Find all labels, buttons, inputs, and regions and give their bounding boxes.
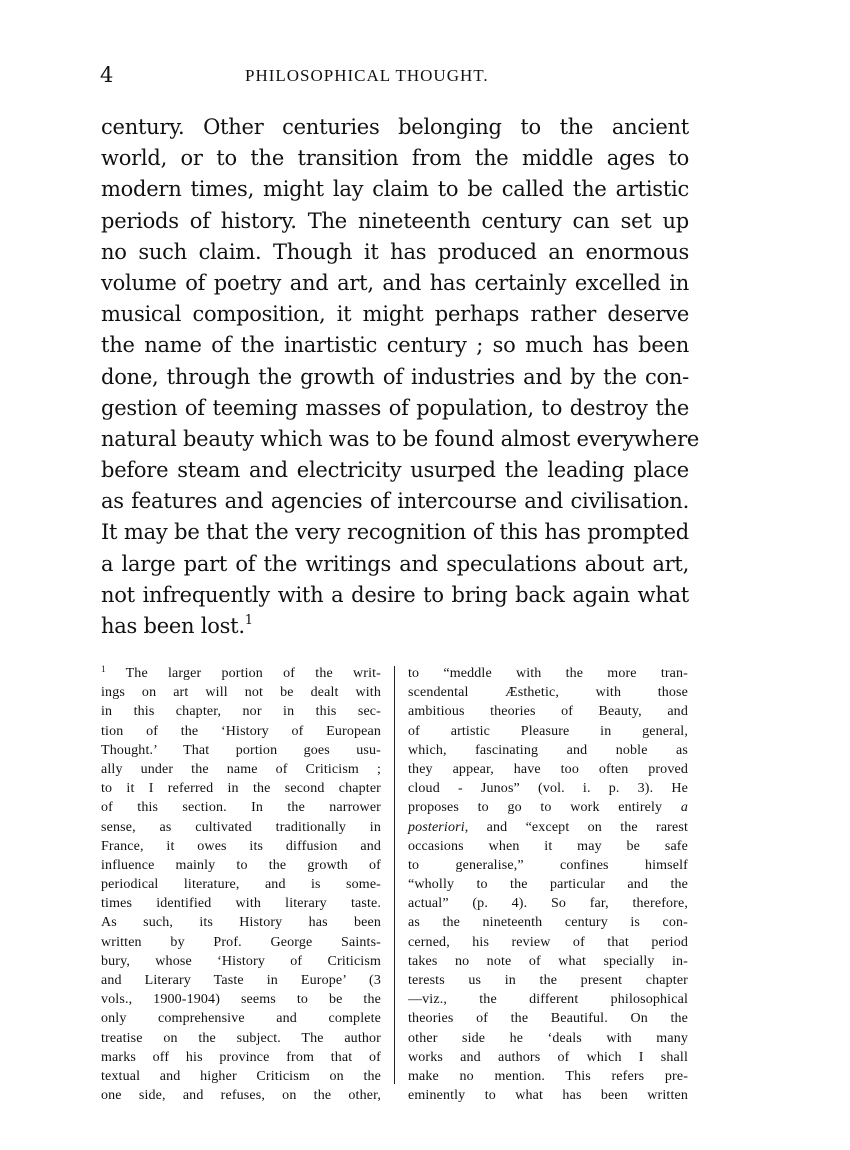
footnote-line: to “meddle with the more tran- [408, 666, 688, 681]
footnote-column-left [101, 664, 381, 1105]
footnote-line-first [101, 664, 381, 683]
footnote-line-text: proposes to go to work entirely [408, 800, 663, 816]
body-line: the name of the inartistic century ; so much has been [101, 333, 689, 358]
body-line: a large part of the writings and speculations about art, [101, 551, 689, 576]
footnote-line: —viz., the different philosophical [408, 992, 688, 1008]
body-line: gestion of teeming masses of population, to destroy the [101, 395, 689, 420]
footnote-line: actual” (p. 4). So far, therefore, [408, 896, 688, 912]
footnote-line: only comprehensive and complete [101, 1011, 381, 1027]
footnote-block [101, 664, 691, 1104]
footnote-line: as the nineteenth century is con- [408, 915, 688, 931]
footnote-line: influence mainly to the growth of [101, 857, 381, 873]
body-line: done, through the growth of industries and by the con- [101, 364, 689, 389]
footnote-line: to generalise,” confines himself [408, 857, 688, 873]
footnote-line: to it I referred in the second chapter [101, 781, 381, 797]
body-line: no such claim. Though it has produced an enormous [101, 239, 689, 264]
footnote-line: works and authors of which I shall [408, 1049, 688, 1065]
footnote-line: treatise on the subject. The author [101, 1030, 381, 1046]
body-line: world, or to the transition from the middle ages to [101, 146, 689, 171]
footnote-column-right [408, 664, 688, 1105]
footnote-line: “wholly to the particular and the [408, 877, 688, 893]
footnote-marker: 1 [101, 664, 106, 674]
running-title: PHILOSOPHICAL THOUGHT. [245, 66, 489, 85]
body-line: It may be that the very recognition of this has prompted [101, 520, 689, 545]
page-number: 4 [100, 63, 114, 87]
body-line: modern times, might lay claim to be called the artistic [101, 177, 689, 202]
footnote-line: eminently to what has been written [408, 1088, 688, 1104]
footnote-line-with-italic [408, 798, 688, 817]
body-line: as features and agencies of intercourse and civilisation. [101, 489, 689, 514]
body-line: musical composition, it might perhaps rather deserve [101, 302, 689, 327]
footnote-line: tion of the ‘History of European [101, 723, 381, 739]
footnote-line: theories of the Beautiful. On the [408, 1011, 688, 1027]
footnote-line: vols., 1900-1904) seems to be the [101, 992, 381, 1008]
footnote-line: terests us in the present chapter [408, 973, 688, 988]
footnote-line: bury, whose ‘History of Criticism [101, 953, 381, 969]
footnote-line: of this section. In the narrower [101, 800, 381, 816]
body-line-last [101, 611, 689, 642]
footnote-line: and Literary Taste in Europe’ (3 [101, 973, 381, 988]
footnote-line: ally under the name of Criticism ; [101, 761, 381, 777]
main-body-text [101, 112, 700, 642]
footnote-reference: 1 [244, 613, 253, 628]
footnote-line: textual and higher Criticism on the [101, 1068, 381, 1084]
footnote-line-text: The larger portion of the writ- [125, 666, 381, 681]
footnote-line: takes no note of what specially in- [408, 953, 688, 969]
footnote-line: they appear, have too often proved [408, 761, 688, 777]
body-line: volume of poetry and art, and has certainly excelled in [101, 270, 689, 295]
body-line: not infrequently with a desire to bring back again what [101, 582, 689, 607]
body-line: periods of history. The nineteenth century can set up [101, 208, 689, 233]
footnote-line-text: , and “except on the rarest [464, 819, 688, 835]
body-line: before steam and electricity usurped the leading place [101, 458, 689, 483]
footnote-line: in this chapter, nor in this sec- [101, 704, 381, 720]
footnote-line: ambitious theories of Beauty, and [408, 704, 688, 720]
footnote-line: France, it owes its diffusion and [101, 838, 381, 854]
footnote-line: marks off his province from that of [101, 1049, 381, 1065]
footnote-line: which, fascinating and noble as [408, 742, 688, 758]
footnote-line: one side, and refuses, on the other, [101, 1088, 381, 1104]
footnote-line: Thought.’ That portion goes usu- [101, 742, 381, 758]
footnote-line: ings on art will not be dealt with [101, 685, 381, 701]
italic-article: a [680, 800, 689, 816]
footnote-line: times identified with literary taste. [101, 896, 381, 912]
footnote-line-with-italic [408, 818, 688, 837]
footnote-line: occasions when it may be safe [408, 838, 688, 854]
footnote-line: sense, as cultivated traditionally in [101, 819, 381, 835]
footnote-line: cerned, his review of that period [408, 934, 688, 950]
footnote-line: written by Prof. George Saints- [101, 934, 381, 950]
footnote-line: other side he ‘deals with many [408, 1030, 688, 1046]
body-line: century. Other centuries belonging to the ancient [101, 115, 689, 139]
footnote-line: periodical literature, and is some- [101, 877, 381, 893]
column-divider [394, 666, 395, 1084]
footnote-line: scendental Æsthetic, with those [408, 685, 688, 701]
body-line: natural beauty which was to be found almost everywhere [101, 426, 700, 451]
footnote-line: make no mention. This refers pre- [408, 1068, 688, 1084]
footnote-line: of artistic Pleasure in general, [408, 723, 688, 739]
italic-term: posteriori [408, 819, 465, 835]
footnote-line: As such, its History has been [101, 915, 381, 931]
footnote-line: cloud - Junos” (vol. i. p. 3). He [408, 781, 688, 797]
body-line-text: has been lost. [101, 614, 245, 638]
